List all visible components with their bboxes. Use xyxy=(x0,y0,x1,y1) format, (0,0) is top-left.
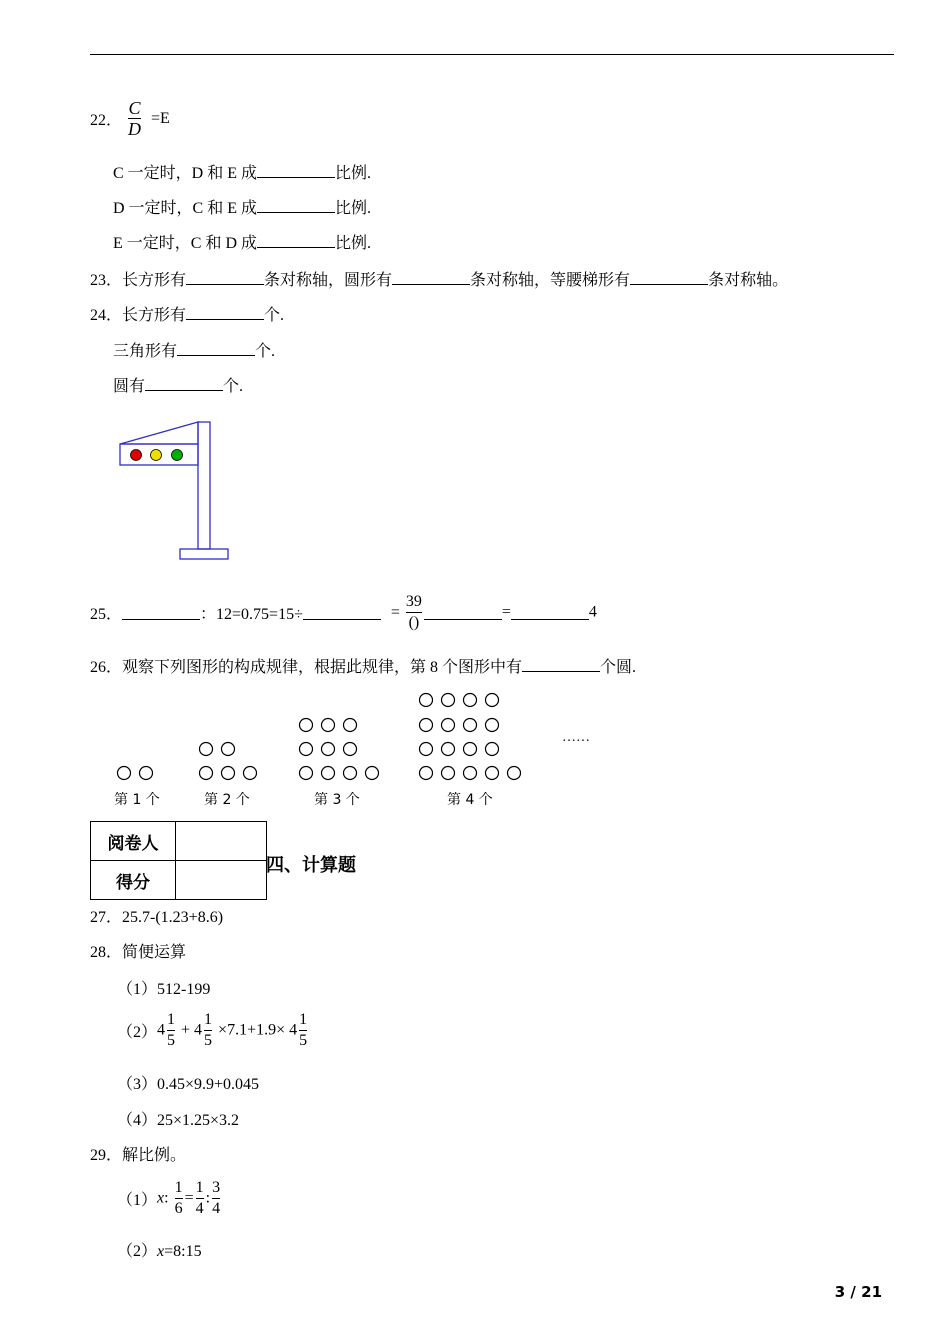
q22-denominator: D xyxy=(128,119,142,139)
score-table xyxy=(90,821,267,900)
fraction xyxy=(212,1178,220,1219)
answer-blank[interactable] xyxy=(145,376,223,391)
q23-text-2: 条对称轴，圆形有 xyxy=(264,272,393,289)
reviewer-label: 阅卷人 xyxy=(91,822,176,861)
q23-text-3: 条对称轴，等腰梯形有 xyxy=(470,272,631,289)
q22-line-1-post: 比例. xyxy=(335,165,372,182)
q24-line-1 xyxy=(90,302,284,325)
q23 xyxy=(90,267,788,290)
frac-num: 1 xyxy=(174,1179,183,1196)
q28-item-2 xyxy=(117,1010,309,1051)
header-rule xyxy=(90,54,894,55)
q25-numerator: 39 xyxy=(405,593,422,610)
q26 xyxy=(90,654,636,677)
answer-blank[interactable] xyxy=(630,270,708,285)
q23-text-1: 长方形有 xyxy=(122,272,187,289)
frac-den: 4 xyxy=(212,1200,221,1217)
answer-blank[interactable] xyxy=(257,233,335,248)
ratio-colon: : xyxy=(164,1189,169,1207)
frac-den: 5 xyxy=(299,1032,308,1049)
mixed-fraction xyxy=(204,1010,212,1051)
q24-line-2 xyxy=(113,338,275,361)
answer-blank[interactable] xyxy=(186,270,264,285)
q29-title xyxy=(90,1142,186,1165)
q22-line-3-post: 比例. xyxy=(335,235,372,252)
traffic-light-figure xyxy=(116,418,236,564)
frac-num: 1 xyxy=(167,1011,176,1028)
q27 xyxy=(90,904,223,927)
frac-den: 6 xyxy=(174,1200,183,1217)
q29-item-2-rest: =8:15 xyxy=(164,1243,202,1260)
score-cell[interactable] xyxy=(176,861,267,900)
answer-blank[interactable] xyxy=(303,605,381,620)
q24-line-1-pre: 长方形有 xyxy=(122,307,187,324)
page-number: 3 / 21 xyxy=(834,1283,882,1301)
ratio-colon: : xyxy=(205,1189,211,1207)
fraction xyxy=(175,1178,183,1219)
q25-text-4: 4 xyxy=(588,603,597,621)
caption-3: 第 3 个 xyxy=(314,792,360,808)
frac-num: 1 xyxy=(195,1179,204,1196)
yellow-light xyxy=(151,450,162,461)
q25-equals-1: = xyxy=(390,603,400,621)
mixed-whole: 4 xyxy=(157,1021,166,1039)
q22-number: 22． xyxy=(90,112,123,129)
equals: = xyxy=(184,1189,194,1207)
frac-num: 1 xyxy=(299,1011,308,1028)
q22-equals: =E xyxy=(151,109,170,127)
caption-2: 第 2 个 xyxy=(204,792,250,808)
reviewer-cell[interactable] xyxy=(176,822,267,861)
q25-fraction xyxy=(406,592,422,633)
variable-x: x xyxy=(157,1189,165,1207)
q24-line-2-post: 个. xyxy=(255,343,276,360)
q22-fraction xyxy=(128,98,141,139)
q28-item-2-mid2: ×7.1+1.9× 4 xyxy=(218,1021,298,1039)
answer-blank[interactable] xyxy=(392,270,470,285)
variable-x: x xyxy=(157,1243,165,1260)
mixed-fraction xyxy=(167,1010,175,1051)
frac-num: 1 xyxy=(204,1011,213,1028)
answer-blank[interactable] xyxy=(257,163,335,178)
q26-text: 观察下列图形的构成规律，根据此规律，第 8 个图形中有 xyxy=(122,659,523,676)
ellipsis: …… xyxy=(562,730,590,745)
q28-item-3: （3）0.45×9.9+0.045 xyxy=(117,1076,260,1093)
q29-item-1-label: （1） xyxy=(117,1192,158,1209)
frac-den: 5 xyxy=(167,1032,176,1049)
q28-title-text: 简便运算 xyxy=(122,944,187,961)
frac-num: 3 xyxy=(212,1179,221,1196)
mixed-fraction xyxy=(299,1010,307,1051)
q25-number: 25． xyxy=(90,606,123,623)
q24-line-3-post: 个. xyxy=(223,378,244,395)
q25-text-1: ：12=0.75=15÷ xyxy=(200,606,303,623)
q27-text: 25.7-(1.23+8.6) xyxy=(122,909,224,926)
q29-item-1 xyxy=(117,1178,222,1219)
q24-line-3-pre: 圆有 xyxy=(113,378,146,395)
q27-number: 27． xyxy=(90,909,123,926)
score-label: 得分 xyxy=(91,861,176,900)
q22-line-2 xyxy=(113,195,371,218)
q28-number: 28． xyxy=(90,944,123,961)
q28-item-4: （4）25×1.25×3.2 xyxy=(117,1112,240,1129)
q24-number: 24． xyxy=(90,307,123,324)
circle-pattern-figure xyxy=(100,686,620,812)
red-light xyxy=(131,450,142,461)
answer-blank[interactable] xyxy=(522,657,600,672)
q26-number: 26． xyxy=(90,659,123,676)
q23-text-4: 条对称轴。 xyxy=(708,272,789,289)
answer-blank[interactable] xyxy=(186,305,264,320)
q24-line-2-pre: 三角形有 xyxy=(113,343,178,360)
q22-line-3-pre: E 一定时，C 和 D 成 xyxy=(113,235,258,252)
section-title: 四、计算题 xyxy=(266,855,356,876)
q28-item-2-label: （2） xyxy=(117,1024,158,1041)
q22-numerator: C xyxy=(128,98,141,118)
answer-blank[interactable] xyxy=(424,605,502,620)
q28-item-2-mid1: + 4 xyxy=(181,1021,203,1039)
q29-number: 29． xyxy=(90,1147,123,1164)
green-light xyxy=(172,450,183,461)
q22-line-2-post: 比例. xyxy=(335,200,372,217)
q23-number: 23． xyxy=(90,272,123,289)
q25 xyxy=(90,592,597,633)
q22-line-3 xyxy=(113,230,371,253)
answer-blank[interactable] xyxy=(122,605,200,620)
caption-4: 第 4 个 xyxy=(447,792,493,808)
q24-line-1-post: 个. xyxy=(264,307,285,324)
q29-item-2-label: （2） xyxy=(117,1243,158,1260)
q28-title xyxy=(90,939,186,962)
q22-line-1-pre: C 一定时，D 和 E 成 xyxy=(113,165,258,182)
frac-den: 4 xyxy=(195,1200,204,1217)
frac-den: 5 xyxy=(204,1032,213,1049)
answer-blank[interactable] xyxy=(511,605,589,620)
fraction xyxy=(196,1178,204,1219)
answer-blank[interactable] xyxy=(257,198,335,213)
q29-item-2 xyxy=(117,1238,202,1261)
q22-stem xyxy=(90,98,170,139)
q24-line-3 xyxy=(113,373,243,396)
caption-1: 第 1 个 xyxy=(114,792,160,808)
q26-post: 个圆. xyxy=(600,659,637,676)
q25-equals-2: = xyxy=(501,603,511,621)
q22-line-1 xyxy=(113,160,371,183)
answer-blank[interactable] xyxy=(177,341,255,356)
q28-item-1: （1）512-199 xyxy=(117,981,211,998)
q25-denominator: () xyxy=(408,614,420,631)
q22-line-2-pre: D 一定时，C 和 E 成 xyxy=(113,200,258,217)
q29-title-text: 解比例。 xyxy=(122,1147,187,1164)
